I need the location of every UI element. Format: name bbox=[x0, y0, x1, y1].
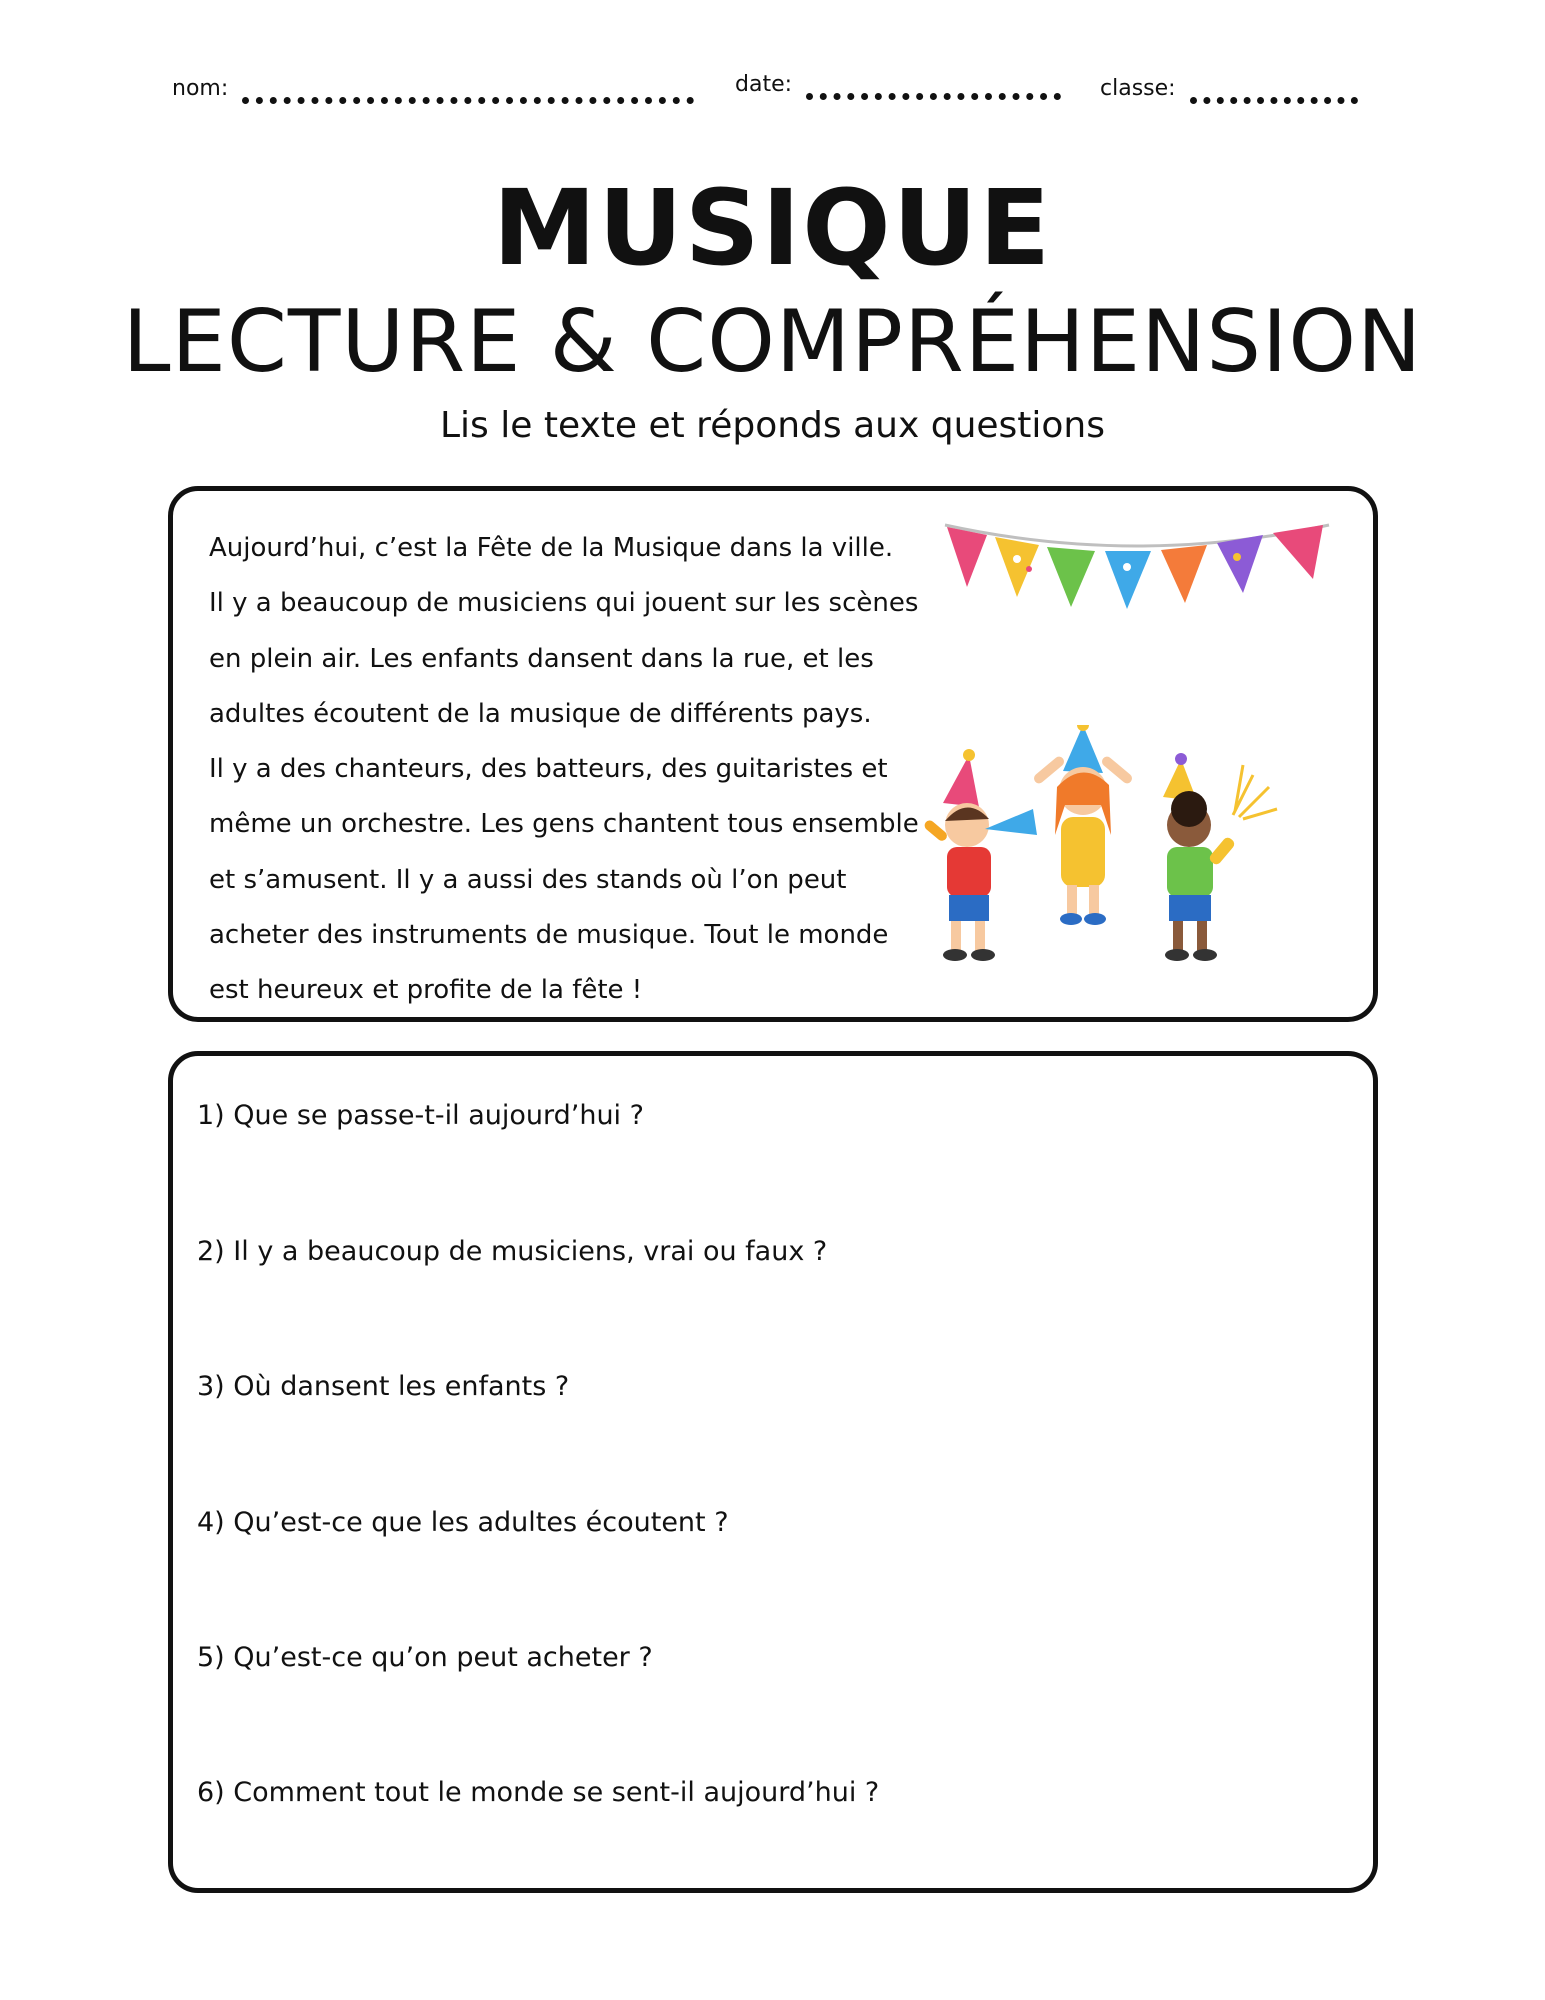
passage-line: Il y a des chanteurs, des batteurs, des guitaristes et bbox=[209, 754, 888, 785]
bunting-flag bbox=[947, 527, 987, 587]
question-6: 6) Comment tout le monde se sent-il aujourd’hui ? bbox=[197, 1777, 880, 1808]
bunting-flag bbox=[995, 537, 1039, 597]
question-2: 2) Il y a beaucoup de musiciens, vrai ou faux ? bbox=[197, 1236, 828, 1267]
reading-passage-box bbox=[168, 486, 1378, 1022]
date-blank-line[interactable] bbox=[806, 73, 1061, 100]
class-label: classe: bbox=[1100, 76, 1176, 101]
name-blank-line[interactable] bbox=[242, 77, 694, 104]
class-field[interactable] bbox=[1100, 74, 1358, 104]
class-blank-line[interactable] bbox=[1190, 77, 1358, 104]
passage-line: est heureux et profite de la fête ! bbox=[209, 975, 643, 1006]
name-label: nom: bbox=[172, 76, 229, 101]
party-children-illustration bbox=[913, 725, 1353, 969]
passage-line: acheter des instruments de musique. Tout le monde bbox=[209, 920, 889, 951]
passage-line: Aujourd’hui, c’est la Fête de la Musique dans la ville. bbox=[209, 533, 894, 563]
question-3: 3) Où dansent les enfants ? bbox=[197, 1371, 570, 1402]
bunting-flag bbox=[1047, 547, 1095, 607]
bunting-flag bbox=[1273, 525, 1323, 579]
date-field[interactable] bbox=[735, 70, 1061, 100]
worksheet-instruction: Lis le texte et réponds aux questions bbox=[439, 405, 1105, 446]
questions-box bbox=[168, 1051, 1378, 1893]
student-info-header bbox=[0, 74, 1545, 114]
name-field[interactable] bbox=[172, 74, 694, 104]
reading-passage bbox=[209, 521, 929, 1019]
passage-line: et s’amusent. Il y a aussi des stands où l’on peut bbox=[209, 864, 847, 895]
question-5: 5) Qu’est-ce qu’on peut acheter ? bbox=[197, 1642, 653, 1673]
bunting-flag bbox=[1105, 551, 1151, 609]
date-label: date: bbox=[735, 72, 793, 97]
question-1: 1) Que se passe-t-il aujourd’hui ? bbox=[197, 1100, 644, 1131]
passage-line: adultes écoutent de la musique de différents pays. bbox=[209, 698, 872, 729]
bunting-flags-illustration bbox=[937, 517, 1337, 627]
passage-line: Il y a beaucoup de musiciens qui jouent sur les scènes bbox=[209, 588, 919, 619]
passage-line: en plein air. Les enfants dansent dans la rue, et les bbox=[209, 643, 874, 674]
bunting-flag bbox=[1161, 545, 1207, 603]
worksheet-subtitle: LECTURE & COMPRÉHENSION bbox=[122, 292, 1423, 392]
question-4: 4) Qu’est-ce que les adultes écoutent ? bbox=[197, 1507, 729, 1538]
bunting-flag bbox=[1217, 535, 1263, 593]
passage-line: même un orchestre. Les gens chantent tous ensemble bbox=[209, 809, 919, 840]
worksheet-title: MUSIQUE bbox=[492, 167, 1053, 289]
